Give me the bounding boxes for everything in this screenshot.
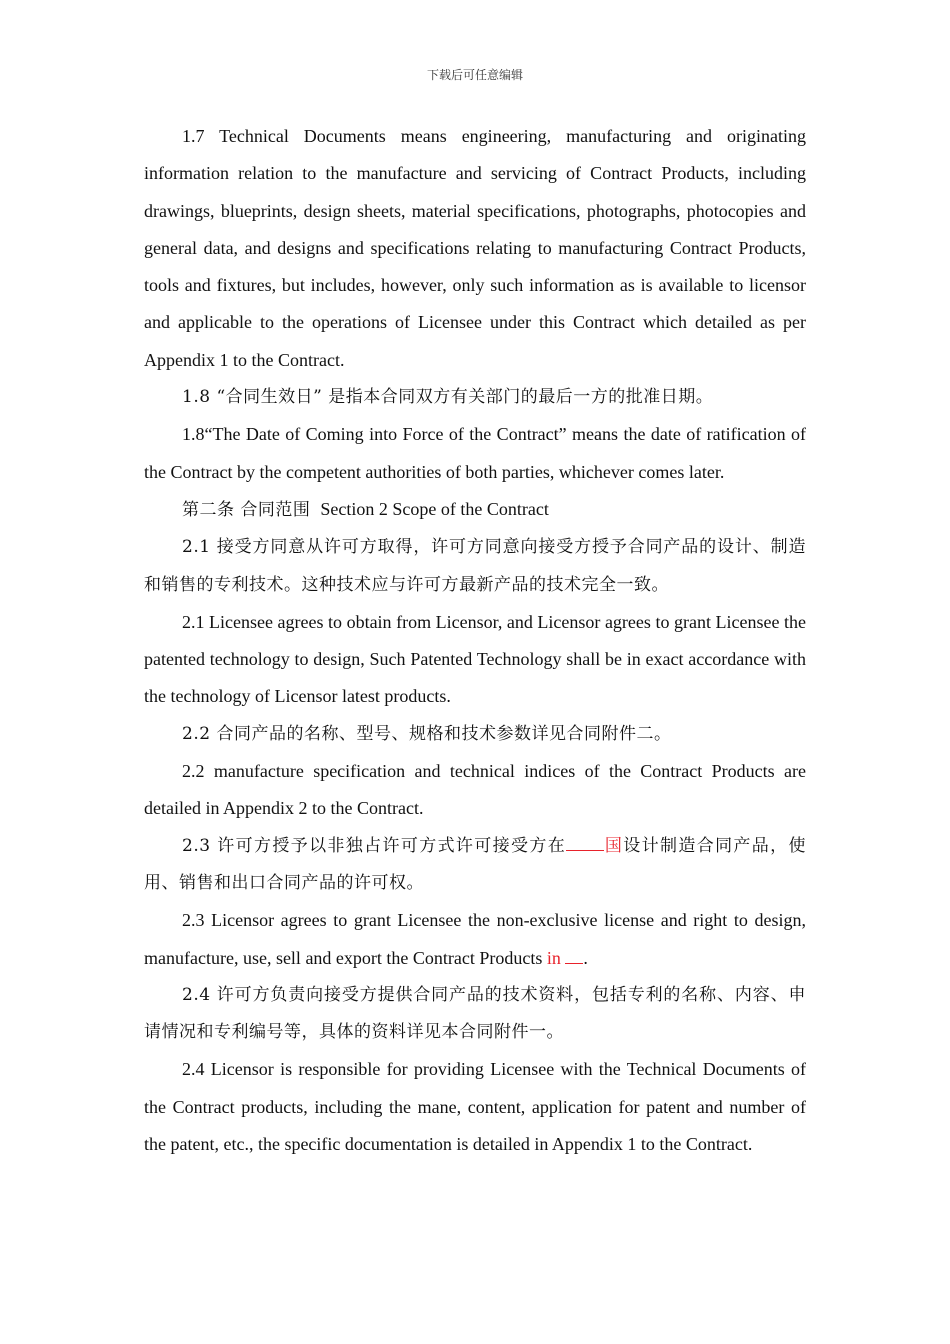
paragraph-2-3-zh-part-b: 设计制造合同产品，使用、销售和出口合同产品的许可权。 — [144, 835, 807, 893]
section-2-heading — [144, 491, 806, 529]
paragraph-2-3-zh — [144, 828, 806, 903]
paragraph-2-2-en: 2.2 manufacture specification and technical indices of the Contract Products are detailed in Appendix 2 to the Contract. — [144, 761, 806, 819]
section-2-heading-zh: 第二条 合同范围 — [182, 499, 311, 520]
paragraph-2-1-en: 2.1 Licensee agrees to obtain from Licensor, and Licensor agrees to grant Licensee the patented technology to design, Such Patented Technology shall be in exact accordance with the technology of Licensor latest products. — [144, 611, 806, 707]
paragraph-2-3-en-part-b: . — [583, 947, 588, 968]
country-blank — [566, 834, 604, 851]
section-2-heading-en: Section 2 Scope of the Contract — [320, 498, 549, 519]
paragraph-2-1-zh: 2.1 接受方同意从许可方取得，许可方同意向接受方授予合同产品的设计、制造和销售的专利技术。这种技术应与许可方最新产品的技术完全一致。 — [144, 537, 806, 595]
paragraph-2-3-en-part-a: 2.3 Licensor agrees to grant Licensee the non-exclusive license and right to design, manufacture, use, sell and export the Contract Products — [144, 910, 806, 968]
document-body — [144, 118, 806, 1163]
paragraph-2-3-en — [144, 902, 806, 977]
paragraph-2-4-zh: 2.4 许可方负责向接受方提供合同产品的技术资料，包括专利的名称、内容、申请情况和专利编号等，具体的资料详见本合同附件一。 — [144, 984, 806, 1043]
paragraph-2-2-zh: 2.2 合同产品的名称、型号、规格和技术参数详见合同附件二。 — [182, 723, 672, 744]
paragraph-1-8-en: 1.8“The Date of Coming into Force of the Contract” means the date of ratification of the Contract by the competent authorities of both parties, whichever comes later. — [144, 424, 806, 482]
territory-blank — [565, 947, 583, 964]
page-header-note: 下载后可任意编辑 — [426, 68, 523, 82]
paragraph-1-8-zh: 1.8 “合同生效日” 是指本合同双方有关部门的最后一方的批准日期。 — [182, 387, 714, 408]
country-suffix: 国 — [604, 835, 624, 856]
territory-prefix: in — [546, 947, 561, 968]
paragraph-2-3-zh-part-a: 2.3 许可方授予以非独占许可方式许可接受方在 — [182, 835, 567, 856]
paragraph-1-7-en: 1.7 Technical Documents means engineering, manufacturing and originating information relation to the manufacture and servicing of Contract Products, including drawings, blueprints, design sheets, material specifications, photographs, photocopies and general data, and designs and specifications relating to manufacturing Contract Products, tools and fixtures, but includes, however, only such information as is available to licensor and applicable to the operations of Licensee under this Contract which detailed as per Appendix 1 to the Contract. — [144, 126, 806, 370]
paragraph-2-4-en: 2.4 Licensor is responsible for providing Licensee with the Technical Documents of the Contract products, including the mane, content, application for patent and number of the patent, etc., the specific documentation is detailed in Appendix 1 to the Contract. — [144, 1059, 806, 1155]
